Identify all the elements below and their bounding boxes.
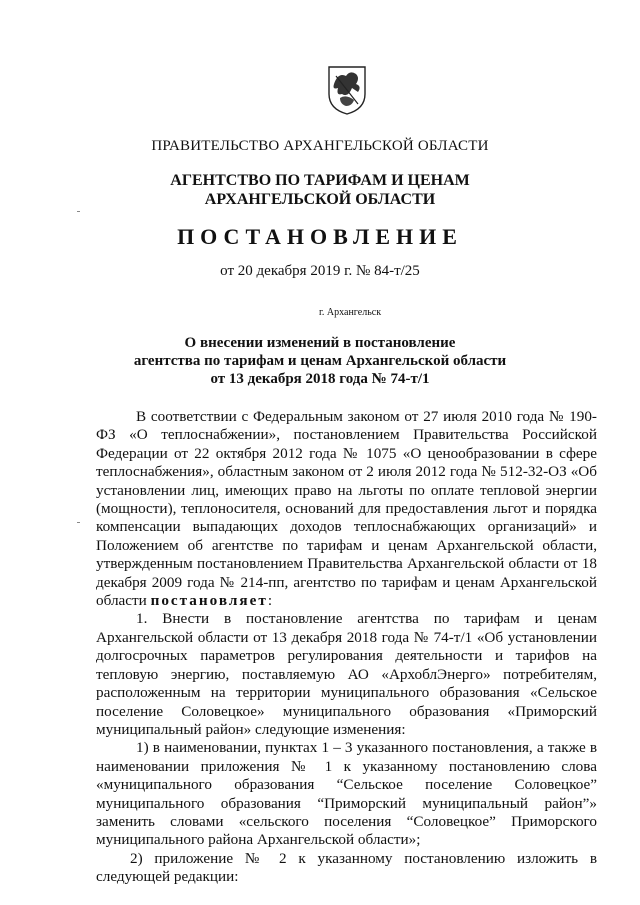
document-type-title: ПОСТАНОВЛЕНИЕ bbox=[177, 224, 463, 249]
subclause-1-paragraph: 1) в наименовании, пунктах 1 – 3 указанного постановления, а также в наименовании приложения № 1 к указанному постановлению слова «муниципального образования “Сельское поселение Соловецкое” муниципального образования “Приморский муниципальный район”» заменить словами «сельского поселения “Соловецкое” Приморского муниципального района Архангельской области»; bbox=[96, 739, 597, 849]
archangel-coat-of-arms-icon bbox=[326, 64, 368, 116]
agency-name-line1: АГЕНТСТВО ПО ТАРИФАМ И ЦЕНАМ bbox=[170, 172, 470, 189]
agency-name bbox=[0, 171, 640, 209]
subject-line2: агентства по тарифам и ценам Архангельской области bbox=[133, 353, 507, 369]
document-subject bbox=[0, 334, 640, 388]
document-body bbox=[96, 408, 597, 887]
date-and-number: от 20 декабря 2019 г. № 84-т/25 bbox=[220, 263, 420, 279]
preamble-text: В соответствии с Федеральным законом от 27 июля 2010 года № 190-ФЗ «О теплоснабжении», постановлением Правительства Российской Федерации от 22 октября 2012 года № 1075 «О ценообразовании в сфере теплоснабжения», областным законом от 2 июля 2012 года № 512-32-ОЗ «Об установлении лиц, имеющих право на льготы по оплате тепловой энергии (мощности), теплоносителя, оснований для предоставления льгот и порядка компенсации выпадающих доходов теплоснабжающих организаций» и Положением об агентстве по тарифам и ценам Архангельской области, утвержденным постановлением Правительства Архангельской области от 18 декабря 2009 года № 214-пп, агентство по тарифам и ценам Архангельской области bbox=[96, 408, 597, 610]
preamble-colon: : bbox=[267, 592, 273, 610]
decree-verb: постановляет bbox=[150, 592, 268, 610]
subclause-2-paragraph: 2) приложение № 2 к указанному постановлению изложить в следующей редакции: bbox=[96, 849, 597, 886]
scan-margin-mark bbox=[77, 211, 80, 212]
preamble-paragraph bbox=[96, 408, 597, 610]
agency-name-line2: АРХАНГЕЛЬСКОЙ ОБЛАСТИ bbox=[204, 191, 436, 208]
subject-line1: О внесении изменений в постановление bbox=[184, 335, 456, 351]
city-name: г. Архангельск bbox=[318, 307, 382, 318]
scan-margin-mark bbox=[77, 522, 80, 523]
government-name: ПРАВИТЕЛЬСТВО АРХАНГЕЛЬСКОЙ ОБЛАСТИ bbox=[151, 138, 489, 154]
clause-1-paragraph: 1. Внести в постановление агентства по тарифам и ценам Архангельской области от 13 декабря 2018 года № 74-т/1 «Об установлении долгосрочных параметров регулирования деятельности и тарифов на тепловую энергию, поставляемую АО «АрхоблЭнерго» потребителям, расположенным на территории муниципального образования «Сельское поселение Соловецкое» муниципального образования «Приморский муниципальный район» следующие изменения: bbox=[96, 610, 597, 738]
subject-line3: от 13 декабря 2018 года № 74-т/1 bbox=[210, 371, 430, 387]
